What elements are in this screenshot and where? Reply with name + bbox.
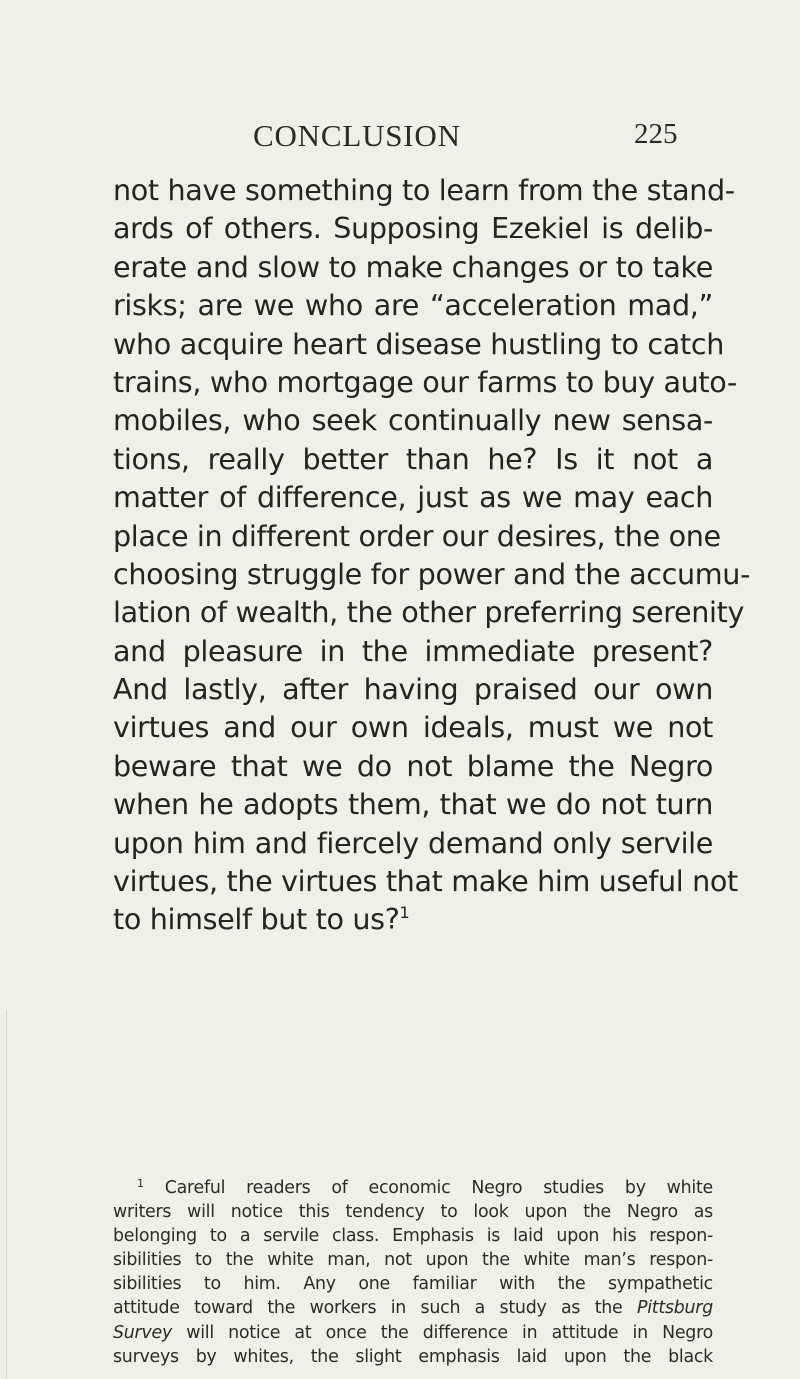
- footnote-line: writers will notice this tendency to look upon the Negro as: [113, 1202, 713, 1223]
- footnote-line-text: Careful readers of economic Negro studies by white: [164, 1178, 714, 1198]
- body-line: ards of others. Supposing Ezekiel is delib-: [113, 211, 713, 246]
- footnote-line: [113, 1321, 713, 1345]
- footnote-line: [113, 1296, 713, 1320]
- body-line: risks; are we who are “acceleration mad,”: [113, 288, 713, 323]
- footnote-line: surveys by whites, the slight emphasis laid upon the black: [113, 1346, 713, 1367]
- footnote-line-text: will notice at once the difference in attitude in Negro: [186, 1322, 713, 1343]
- body-line-last: [113, 900, 713, 938]
- footnote-italic-title: Pittsburg: [636, 1298, 714, 1319]
- footnote-italic-title: Survey: [113, 1322, 172, 1343]
- running-head: CONCLUSION: [253, 118, 461, 153]
- body-line: trains, who mortgage our farms to buy auto-: [113, 364, 737, 399]
- body-line: and pleasure in the immediate present?: [113, 633, 713, 668]
- body-text: [113, 171, 751, 939]
- body-last-text: to himself but to us?: [113, 902, 400, 937]
- body-line: choosing struggle for power and the accumu-: [113, 556, 751, 591]
- body-line: when he adopts them, that we do not turn: [113, 787, 713, 822]
- page-header: [0, 118, 800, 158]
- footnote-line: [113, 1176, 713, 1200]
- body-line: not have something to learn from the stand-: [113, 173, 735, 207]
- body-line: And lastly, after having praised our own: [113, 672, 713, 707]
- body-line: upon him and fiercely demand only servile: [113, 825, 713, 860]
- footnote-line: sibilities to the white man, not upon the white man’s respon-: [113, 1250, 713, 1271]
- footnote-line-text: attitude toward the workers in such a study as the: [113, 1298, 623, 1319]
- page-edge-shadow: [6, 1010, 7, 1379]
- body-line: virtues and our own ideals, must we not: [113, 710, 713, 745]
- page-number: 225: [634, 118, 678, 150]
- body-line: erate and slow to make changes or to take: [113, 249, 713, 284]
- body-line: who acquire heart disease hustling to catch: [113, 326, 724, 361]
- body-line: place in different order our desires, the one: [113, 518, 721, 553]
- footnote: [113, 1176, 713, 1369]
- body-line: mobiles, who seek continually new sensa-: [113, 403, 713, 438]
- body-line: lation of wealth, the other preferring serenity: [113, 595, 745, 630]
- footnote-marker: 1: [137, 1177, 144, 1190]
- footnote-line: sibilities to him. Any one familiar with the sympathetic: [113, 1274, 713, 1295]
- body-line: tions, really better than he? Is it not a: [113, 441, 713, 476]
- footnote-reference[interactable]: 1: [399, 903, 410, 923]
- body-line: beware that we do not blame the Negro: [113, 748, 713, 783]
- body-line: virtues, the virtues that make him useful not: [113, 864, 738, 899]
- body-line: matter of difference, just as we may each: [113, 480, 713, 515]
- footnote-line: belonging to a servile class. Emphasis is laid upon his respon-: [113, 1226, 713, 1247]
